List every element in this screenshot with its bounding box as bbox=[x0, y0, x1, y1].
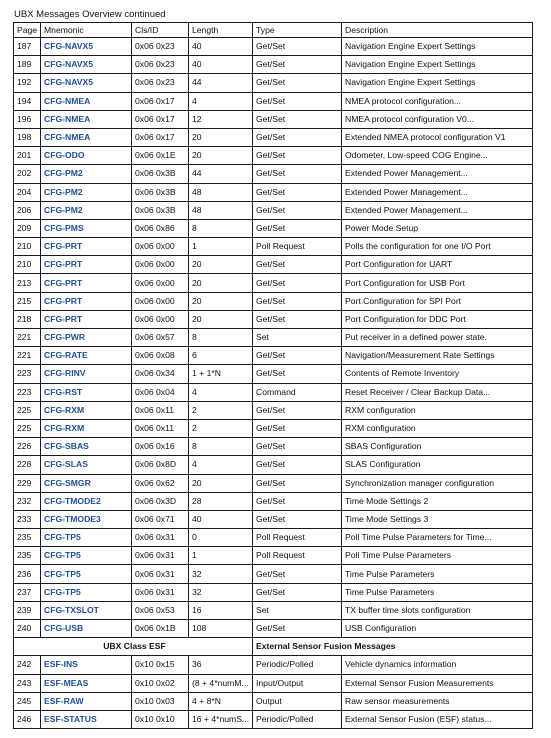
cell-type: Get/Set bbox=[253, 419, 342, 437]
table-row bbox=[14, 656, 533, 674]
cell-mnemonic: CFG-PM2 bbox=[41, 183, 132, 201]
cell-mnemonic: CFG-PRT bbox=[41, 256, 132, 274]
cell-mnemonic: CFG-TMODE2 bbox=[41, 492, 132, 510]
cell-length: 4 bbox=[189, 383, 253, 401]
cell-page[interactable]: 210 bbox=[14, 238, 41, 256]
cell-page[interactable]: 194 bbox=[14, 92, 41, 110]
cell-type: Output bbox=[253, 692, 342, 710]
cell-page[interactable]: 243 bbox=[14, 674, 41, 692]
cell-length: 2 bbox=[189, 419, 253, 437]
cell-cls-id: 0x06 0x62 bbox=[132, 474, 189, 492]
cell-description: Navigation/Measurement Rate Settings bbox=[342, 347, 533, 365]
cell-type: Periodic/Polled bbox=[253, 656, 342, 674]
cell-page[interactable]: 237 bbox=[14, 583, 41, 601]
cell-page[interactable]: 221 bbox=[14, 329, 41, 347]
cell-cls-id: 0x06 0x00 bbox=[132, 256, 189, 274]
table-row bbox=[14, 38, 533, 56]
table-row bbox=[14, 219, 533, 237]
cell-length: 1 bbox=[189, 238, 253, 256]
cell-mnemonic: ESF-STATUS bbox=[41, 710, 132, 728]
table-row bbox=[14, 274, 533, 292]
cell-description: Navigation Engine Expert Settings bbox=[342, 56, 533, 74]
cell-cls-id: 0x06 0x00 bbox=[132, 274, 189, 292]
cell-type: Get/Set bbox=[253, 74, 342, 92]
cell-description: Vehicle dynamics information bbox=[342, 656, 533, 674]
cell-page[interactable]: 223 bbox=[14, 383, 41, 401]
cell-page[interactable]: 204 bbox=[14, 183, 41, 201]
cell-description: Raw sensor measurements bbox=[342, 692, 533, 710]
table-row bbox=[14, 92, 533, 110]
cell-cls-id: 0x06 0x31 bbox=[132, 565, 189, 583]
table-row bbox=[14, 310, 533, 328]
cell-cls-id: 0x06 0x3B bbox=[132, 201, 189, 219]
cell-length: 20 bbox=[189, 292, 253, 310]
table-row bbox=[14, 365, 533, 383]
cell-mnemonic: CFG-SBAS bbox=[41, 438, 132, 456]
cell-mnemonic: CFG-PM2 bbox=[41, 201, 132, 219]
cell-length: 32 bbox=[189, 565, 253, 583]
cell-mnemonic: CFG-RST bbox=[41, 383, 132, 401]
cell-page[interactable]: 196 bbox=[14, 110, 41, 128]
cell-description: External Sensor Fusion Measurements bbox=[342, 674, 533, 692]
cell-length: 28 bbox=[189, 492, 253, 510]
cell-page[interactable]: 239 bbox=[14, 601, 41, 619]
table-row bbox=[14, 529, 533, 547]
cell-cls-id: 0x06 0x11 bbox=[132, 401, 189, 419]
cell-mnemonic: CFG-ODO bbox=[41, 147, 132, 165]
cell-mnemonic: CFG-TMODE3 bbox=[41, 510, 132, 528]
table-row bbox=[14, 256, 533, 274]
table-row bbox=[14, 165, 533, 183]
cell-mnemonic: CFG-TXSLOT bbox=[41, 601, 132, 619]
cell-cls-id: 0x06 0x71 bbox=[132, 510, 189, 528]
table-row bbox=[14, 110, 533, 128]
cell-description: Port Configuration for SPI Port bbox=[342, 292, 533, 310]
cell-description: Navigation Engine Expert Settings bbox=[342, 74, 533, 92]
header-page: Page bbox=[14, 23, 41, 38]
cell-cls-id: 0x06 0x23 bbox=[132, 56, 189, 74]
cell-cls-id: 0x06 0x04 bbox=[132, 383, 189, 401]
table-row bbox=[14, 201, 533, 219]
table-row bbox=[14, 347, 533, 365]
cell-description: Contents of Remote Inventory bbox=[342, 365, 533, 383]
cell-type: Get/Set bbox=[253, 456, 342, 474]
cell-type: Get/Set bbox=[253, 110, 342, 128]
cell-cls-id: 0x06 0x17 bbox=[132, 92, 189, 110]
table-row bbox=[14, 183, 533, 201]
cell-page[interactable]: 240 bbox=[14, 620, 41, 638]
header-mnemonic: Mnemonic bbox=[41, 23, 132, 38]
table-row bbox=[14, 292, 533, 310]
table-row bbox=[14, 547, 533, 565]
cell-description: Extended NMEA protocol configuration V1 bbox=[342, 128, 533, 146]
table-row bbox=[14, 710, 533, 728]
cell-cls-id: 0x06 0x00 bbox=[132, 292, 189, 310]
cell-length: 20 bbox=[189, 474, 253, 492]
cell-page[interactable]: 235 bbox=[14, 547, 41, 565]
cell-cls-id: 0x06 0x17 bbox=[132, 128, 189, 146]
messages-table bbox=[13, 22, 533, 729]
cell-length: 40 bbox=[189, 56, 253, 74]
cell-length: 20 bbox=[189, 128, 253, 146]
cell-description: Poll Time Pulse Parameters for Time... bbox=[342, 529, 533, 547]
cell-length: 44 bbox=[189, 74, 253, 92]
cell-cls-id: 0x06 0x3B bbox=[132, 165, 189, 183]
cell-type: Get/Set bbox=[253, 219, 342, 237]
cell-length: 48 bbox=[189, 201, 253, 219]
cell-cls-id: 0x06 0x3D bbox=[132, 492, 189, 510]
cell-description: External Sensor Fusion (ESF) status... bbox=[342, 710, 533, 728]
cell-cls-id: 0x10 0x10 bbox=[132, 710, 189, 728]
cell-cls-id: 0x06 0x34 bbox=[132, 365, 189, 383]
cell-length: 44 bbox=[189, 165, 253, 183]
cell-length: 16 + 4*numS... bbox=[189, 710, 253, 728]
cell-page[interactable]: 218 bbox=[14, 310, 41, 328]
cell-cls-id: 0x06 0x08 bbox=[132, 347, 189, 365]
cell-length: 8 bbox=[189, 438, 253, 456]
table-row bbox=[14, 601, 533, 619]
cell-page[interactable]: 232 bbox=[14, 492, 41, 510]
cell-type: Poll Request bbox=[253, 547, 342, 565]
cell-type: Get/Set bbox=[253, 256, 342, 274]
cell-type: Get/Set bbox=[253, 292, 342, 310]
cell-type: Periodic/Polled bbox=[253, 710, 342, 728]
cell-page[interactable]: 187 bbox=[14, 38, 41, 56]
cell-description: Time Mode Settings 2 bbox=[342, 492, 533, 510]
cell-type: Get/Set bbox=[253, 365, 342, 383]
table-row bbox=[14, 238, 533, 256]
cell-cls-id: 0x06 0x31 bbox=[132, 583, 189, 601]
cell-type: Get/Set bbox=[253, 347, 342, 365]
cell-mnemonic: ESF-RAW bbox=[41, 692, 132, 710]
table-row bbox=[14, 438, 533, 456]
cell-type: Get/Set bbox=[253, 401, 342, 419]
table-row bbox=[14, 620, 533, 638]
cell-type: Get/Set bbox=[253, 492, 342, 510]
cell-cls-id: 0x10 0x02 bbox=[132, 674, 189, 692]
table-row bbox=[14, 74, 533, 92]
cell-cls-id: 0x06 0x23 bbox=[132, 38, 189, 56]
cell-description: SLAS Configuration bbox=[342, 456, 533, 474]
cell-mnemonic: CFG-PRT bbox=[41, 238, 132, 256]
cell-page[interactable]: 215 bbox=[14, 292, 41, 310]
cell-description: Extended Power Management... bbox=[342, 165, 533, 183]
cell-page[interactable]: 225 bbox=[14, 419, 41, 437]
table-row bbox=[14, 128, 533, 146]
cell-length: 6 bbox=[189, 347, 253, 365]
cell-page[interactable]: 198 bbox=[14, 128, 41, 146]
table-row bbox=[14, 401, 533, 419]
cell-length: 0 bbox=[189, 529, 253, 547]
table-row bbox=[14, 474, 533, 492]
cell-length: 32 bbox=[189, 583, 253, 601]
cell-mnemonic: CFG-PMS bbox=[41, 219, 132, 237]
cell-description: Port Configuration for DDC Port bbox=[342, 310, 533, 328]
cell-length: 40 bbox=[189, 510, 253, 528]
cell-cls-id: 0x06 0x8D bbox=[132, 456, 189, 474]
cell-type: Get/Set bbox=[253, 438, 342, 456]
cell-mnemonic: CFG-TP5 bbox=[41, 565, 132, 583]
cell-page[interactable]: 206 bbox=[14, 201, 41, 219]
cell-description: Extended Power Management... bbox=[342, 201, 533, 219]
cell-page[interactable]: 192 bbox=[14, 74, 41, 92]
cell-description: NMEA protocol configuration V0... bbox=[342, 110, 533, 128]
cell-description: Polls the configuration for one I/O Port bbox=[342, 238, 533, 256]
cell-mnemonic: CFG-RXM bbox=[41, 401, 132, 419]
table-row bbox=[14, 419, 533, 437]
cell-description: Navigation Engine Expert Settings bbox=[342, 38, 533, 56]
cell-page[interactable]: 210 bbox=[14, 256, 41, 274]
cell-length: 16 bbox=[189, 601, 253, 619]
cell-description: Put receiver in a defined power state. bbox=[342, 329, 533, 347]
cell-length: 20 bbox=[189, 274, 253, 292]
cell-page[interactable]: 189 bbox=[14, 56, 41, 74]
cell-type: Get/Set bbox=[253, 565, 342, 583]
cell-type: Get/Set bbox=[253, 274, 342, 292]
page-title: UBX Messages Overview continued bbox=[14, 9, 166, 20]
cell-mnemonic: CFG-TP5 bbox=[41, 583, 132, 601]
cell-description: TX buffer time slots configuration bbox=[342, 601, 533, 619]
cell-length: 8 bbox=[189, 329, 253, 347]
header-description: Description bbox=[342, 23, 533, 38]
cell-description: Time Pulse Parameters bbox=[342, 565, 533, 583]
cell-type: Set bbox=[253, 601, 342, 619]
cell-page[interactable]: 221 bbox=[14, 347, 41, 365]
cell-description: RXM configuration bbox=[342, 419, 533, 437]
cell-mnemonic: CFG-PWR bbox=[41, 329, 132, 347]
cell-description: Port Configuration for USB Port bbox=[342, 274, 533, 292]
cell-type: Set bbox=[253, 329, 342, 347]
cell-mnemonic: CFG-PRT bbox=[41, 274, 132, 292]
cell-cls-id: 0x06 0x53 bbox=[132, 601, 189, 619]
header-length: Length bbox=[189, 23, 253, 38]
table-row bbox=[14, 692, 533, 710]
cell-mnemonic: CFG-TP5 bbox=[41, 529, 132, 547]
cell-page[interactable]: 242 bbox=[14, 656, 41, 674]
cell-mnemonic: CFG-NAVX5 bbox=[41, 74, 132, 92]
cell-length: 8 bbox=[189, 219, 253, 237]
cell-page[interactable]: 236 bbox=[14, 565, 41, 583]
cell-cls-id: 0x10 0x15 bbox=[132, 656, 189, 674]
cell-cls-id: 0x06 0x3B bbox=[132, 183, 189, 201]
cell-description: SBAS Configuration bbox=[342, 438, 533, 456]
cell-mnemonic: CFG-PM2 bbox=[41, 165, 132, 183]
cell-length: 4 bbox=[189, 456, 253, 474]
cell-type: Get/Set bbox=[253, 147, 342, 165]
cell-length: 40 bbox=[189, 38, 253, 56]
cell-page[interactable]: 229 bbox=[14, 474, 41, 492]
cell-length: 20 bbox=[189, 310, 253, 328]
cell-mnemonic: CFG-NAVX5 bbox=[41, 38, 132, 56]
cell-length: 2 bbox=[189, 401, 253, 419]
cell-type: Get/Set bbox=[253, 474, 342, 492]
cell-length: 108 bbox=[189, 620, 253, 638]
table-row bbox=[14, 456, 533, 474]
cell-type: Get/Set bbox=[253, 201, 342, 219]
cell-mnemonic: CFG-NAVX5 bbox=[41, 56, 132, 74]
cell-description: Time Mode Settings 3 bbox=[342, 510, 533, 528]
table-row bbox=[14, 510, 533, 528]
cell-description: NMEA protocol configuration... bbox=[342, 92, 533, 110]
cell-page[interactable]: 223 bbox=[14, 365, 41, 383]
cell-page[interactable]: 233 bbox=[14, 510, 41, 528]
cell-cls-id: 0x06 0x86 bbox=[132, 219, 189, 237]
table-header-row bbox=[14, 23, 533, 38]
cell-description: Poll Time Pulse Parameters bbox=[342, 547, 533, 565]
cell-description: RXM configuration bbox=[342, 401, 533, 419]
table-row bbox=[14, 383, 533, 401]
cell-mnemonic: CFG-SMGR bbox=[41, 474, 132, 492]
cell-mnemonic: CFG-NMEA bbox=[41, 92, 132, 110]
cell-length: 20 bbox=[189, 256, 253, 274]
cell-mnemonic: CFG-RATE bbox=[41, 347, 132, 365]
cell-mnemonic: CFG-NMEA bbox=[41, 128, 132, 146]
cell-page[interactable]: 225 bbox=[14, 401, 41, 419]
cell-description: Reset Receiver / Clear Backup Data... bbox=[342, 383, 533, 401]
cell-length: 20 bbox=[189, 147, 253, 165]
table-row bbox=[14, 329, 533, 347]
cell-type: Get/Set bbox=[253, 56, 342, 74]
cell-page[interactable]: 213 bbox=[14, 274, 41, 292]
cell-length: (8 + 4*numM... bbox=[189, 674, 253, 692]
cell-description: Time Pulse Parameters bbox=[342, 583, 533, 601]
cell-length: 1 bbox=[189, 547, 253, 565]
header-type: Type bbox=[253, 23, 342, 38]
cell-page[interactable]: 246 bbox=[14, 710, 41, 728]
cell-mnemonic: CFG-USB bbox=[41, 620, 132, 638]
cell-cls-id: 0x10 0x03 bbox=[132, 692, 189, 710]
cell-type: Get/Set bbox=[253, 128, 342, 146]
cell-cls-id: 0x06 0x57 bbox=[132, 329, 189, 347]
cell-type: Poll Request bbox=[253, 529, 342, 547]
cell-length: 1 + 1*N bbox=[189, 365, 253, 383]
cell-type: Get/Set bbox=[253, 620, 342, 638]
cell-mnemonic: ESF-INS bbox=[41, 656, 132, 674]
cell-page[interactable]: 228 bbox=[14, 456, 41, 474]
section-header-row bbox=[14, 638, 533, 656]
cell-page[interactable]: 201 bbox=[14, 147, 41, 165]
cell-mnemonic: CFG-RXM bbox=[41, 419, 132, 437]
cell-type: Get/Set bbox=[253, 183, 342, 201]
cell-type: Get/Set bbox=[253, 583, 342, 601]
cell-page[interactable]: 235 bbox=[14, 529, 41, 547]
cell-type: Get/Set bbox=[253, 92, 342, 110]
header-cls-id: Cls/ID bbox=[132, 23, 189, 38]
cell-type: Command bbox=[253, 383, 342, 401]
cell-cls-id: 0x06 0x17 bbox=[132, 110, 189, 128]
table-row bbox=[14, 674, 533, 692]
cell-mnemonic: CFG-RINV bbox=[41, 365, 132, 383]
cell-type: Input/Output bbox=[253, 674, 342, 692]
cell-type: Get/Set bbox=[253, 165, 342, 183]
cell-length: 48 bbox=[189, 183, 253, 201]
section-title: External Sensor Fusion Messages bbox=[253, 638, 533, 656]
cell-mnemonic: CFG-TP5 bbox=[41, 547, 132, 565]
cell-description: Extended Power Management... bbox=[342, 183, 533, 201]
cell-type: Get/Set bbox=[253, 310, 342, 328]
cell-page[interactable]: 202 bbox=[14, 165, 41, 183]
cell-type: Get/Set bbox=[253, 510, 342, 528]
cell-mnemonic: CFG-SLAS bbox=[41, 456, 132, 474]
cell-description: Odometer, Low-speed COG Engine... bbox=[342, 147, 533, 165]
cell-description: Port Configuration for UART bbox=[342, 256, 533, 274]
cell-mnemonic: CFG-PRT bbox=[41, 310, 132, 328]
table-row bbox=[14, 492, 533, 510]
cell-length: 4 + 8*N bbox=[189, 692, 253, 710]
cell-cls-id: 0x06 0x1E bbox=[132, 147, 189, 165]
cell-page[interactable]: 226 bbox=[14, 438, 41, 456]
cell-cls-id: 0x06 0x31 bbox=[132, 529, 189, 547]
cell-cls-id: 0x06 0x00 bbox=[132, 310, 189, 328]
cell-type: Get/Set bbox=[253, 38, 342, 56]
cell-cls-id: 0x06 0x00 bbox=[132, 238, 189, 256]
cell-cls-id: 0x06 0x31 bbox=[132, 547, 189, 565]
cell-type: Poll Request bbox=[253, 238, 342, 256]
cell-description: USB Configuration bbox=[342, 620, 533, 638]
cell-page[interactable]: 209 bbox=[14, 219, 41, 237]
cell-cls-id: 0x06 0x1B bbox=[132, 620, 189, 638]
section-class-label: UBX Class ESF bbox=[14, 638, 253, 656]
cell-description: Synchronization manager configuration bbox=[342, 474, 533, 492]
cell-page[interactable]: 245 bbox=[14, 692, 41, 710]
table-row bbox=[14, 147, 533, 165]
cell-cls-id: 0x06 0x11 bbox=[132, 419, 189, 437]
cell-length: 4 bbox=[189, 92, 253, 110]
cell-cls-id: 0x06 0x23 bbox=[132, 74, 189, 92]
cell-mnemonic: CFG-NMEA bbox=[41, 110, 132, 128]
cell-length: 12 bbox=[189, 110, 253, 128]
table-row bbox=[14, 583, 533, 601]
cell-mnemonic: ESF-MEAS bbox=[41, 674, 132, 692]
table-row bbox=[14, 56, 533, 74]
cell-description: Power Mode Setup bbox=[342, 219, 533, 237]
cell-cls-id: 0x06 0x16 bbox=[132, 438, 189, 456]
cell-length: 36 bbox=[189, 656, 253, 674]
cell-mnemonic: CFG-PRT bbox=[41, 292, 132, 310]
table-row bbox=[14, 565, 533, 583]
